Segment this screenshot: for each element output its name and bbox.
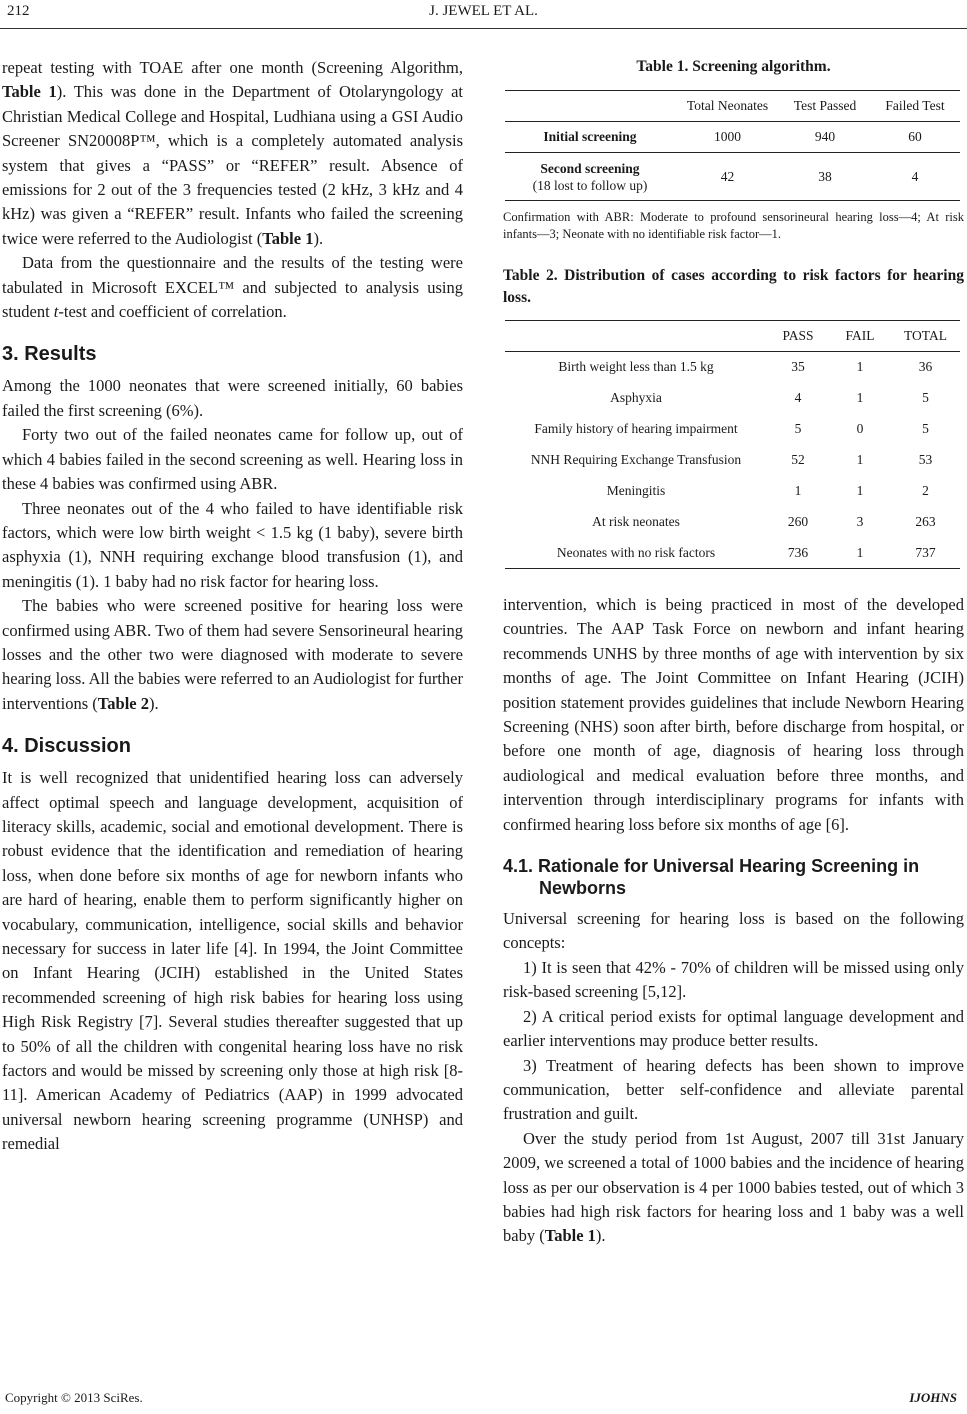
paragraph: 2) A critical period exists for optimal language development and earlier interventions may produce better results. (503, 1006, 964, 1051)
copyright: Copyright © 2013 SciRes. (5, 1390, 143, 1405)
table2-cell: 1 (856, 390, 864, 405)
paragraph: intervention, which is being practiced in most of the developed countries. The AAP Task Force on newborn and infant hearing recommends UNHS by three months of age with intervention by six months of age. The Joint Committee on Infant Hearing (JCIH) position statement provides guidelines that include Newborn Hearing Screening (NHS) soon after birth, before discharge from hospital, or before one month of age, diagnosis of hearing loss through audiological and medical evaluation before three months, and intervention through interdisciplinary programs for infants with confirmed hearing loss before six months of age [6]. (503, 595, 964, 834)
table2-row-label: Neonates with no risk factors (556, 544, 716, 560)
table-row (505, 538, 960, 569)
text: The babies who were screened positive for hearing loss were confirmed using ABR. Two of them had severe Sensorineural hearing losses and the other two were diagnosed with moderate to severe hearing loss. All the babies were referred to an Audiologist for further interventions ( (2, 596, 463, 713)
table2-cell: 1 (856, 544, 864, 560)
table1-header-blank (505, 91, 675, 122)
text: Data from the questionnaire and the results of the testing were tabulated in Microsoft EXCEL™ and subjected to analysis using student (2, 253, 463, 322)
text: ). This was done in the Department of Otolaryngology at Christian Medical College and Hospital, Ludhiana using a GSI Audio Screener SN20008P™, which is a completely automated analysis system that gives a “PASS” or “REFER” result. Absence of emissions for 2 out of the 3 frequencies tested (2 kHz, 3 kHz and 4 kHz) was given a “REFER” result. Infants who failed the screening twice were referred to the Audiologist ( (2, 82, 464, 248)
table1-row-label: Initial screening (543, 129, 637, 144)
text: repeat testing with TOAE after one month (Screening Algorithm, (2, 58, 463, 77)
table2-row-label: Asphyxia (610, 390, 662, 405)
header-rule (0, 28, 967, 29)
table2-cell: 1 (856, 483, 864, 498)
table2-cell: 53 (918, 452, 933, 467)
table2 (505, 320, 960, 569)
text: t (53, 302, 59, 322)
paragraph: Among the 1000 neonates that were screened initially, 60 babies failed the first screening (6%). (2, 376, 463, 420)
table-ref-link[interactable]: Table 1 (2, 82, 57, 102)
table1-caption: Table 1. Screening algorithm. (636, 58, 831, 75)
table2-cell: 263 (915, 514, 936, 529)
table2-row-label: At risk neonates (592, 514, 680, 529)
table2-header: PASS (782, 328, 814, 343)
journal-name: IJOHNS (909, 1390, 957, 1405)
table2-row-label: NNH Requiring Exchange Transfusion (530, 452, 742, 467)
table1-header: Failed Test (885, 98, 945, 113)
table-row (505, 414, 960, 445)
table2-header: TOTAL (904, 328, 947, 343)
text: Second screening (540, 160, 640, 176)
paragraph (2, 251, 463, 324)
text: -test and coefficient of correlation. (58, 302, 287, 322)
table2-cell: 737 (915, 544, 936, 560)
table-row (505, 507, 960, 538)
table1-cell: 42 (720, 168, 735, 184)
text: (18 lost to follow up) (532, 177, 648, 193)
table1-cell: 4 (911, 168, 919, 184)
table-row (505, 153, 960, 201)
table-ref-link[interactable]: Table 2 (97, 693, 149, 713)
table1-cell: 940 (814, 129, 836, 144)
section-heading-results: 3. Results (2, 343, 97, 366)
table2-row-label: Meningitis (606, 483, 666, 498)
section-heading-discussion: 4. Discussion (2, 735, 131, 758)
table-row (505, 383, 960, 414)
table2-cell: 1 (856, 452, 864, 467)
table2-cell: 3 (856, 514, 864, 529)
paragraph (2, 56, 463, 251)
table2-cell: 5 (794, 421, 802, 436)
table-row (505, 352, 960, 383)
paragraph: 1) It is seen that 42% - 70% of children will be missed using only risk-based screening [5,12]. (503, 957, 964, 1002)
table-row (505, 122, 960, 153)
table2-cell: 2 (922, 483, 929, 498)
table2-cell: 1 (856, 359, 864, 375)
table-row (505, 445, 960, 476)
running-head: J. JEWEL ET AL. (429, 3, 538, 19)
page-header (0, 0, 967, 30)
table1-header: Total Neonates (686, 98, 769, 113)
table2-row-label: Birth weight less than 1.5 kg (558, 359, 714, 375)
table-ref-link[interactable]: Table 1 (544, 1226, 596, 1246)
paragraph: Three neonates out of the 4 who failed to have identifiable risk factors, which were low birth weight < 1.5 kg (1 baby), severe birth asphyxia (1), NNH requiring exchange blood transfusion (1), and meningitis (1). 1 baby had no risk factor for hearing loss. (2, 498, 463, 591)
table1-row-label (505, 153, 675, 201)
table1-cell: 38 (818, 168, 832, 184)
paragraph (503, 1127, 964, 1249)
table2-cell: 1 (794, 483, 802, 498)
paragraph: Universal screening for hearing loss is based on the following concepts: (503, 909, 964, 953)
page-number: 212 (7, 3, 30, 19)
table2-header: FAIL (845, 328, 875, 343)
text: ). (148, 693, 159, 713)
table1-cell: 60 (908, 129, 922, 144)
subsection-heading: 4.1. Rationale for Universal Hearing Screening in Newborns (503, 856, 920, 899)
table2-caption: Table 2. Distribution of cases according to risk factors for hearing loss. (503, 267, 964, 306)
text: ). (313, 228, 324, 248)
table2-cell: 5 (922, 421, 929, 436)
text: ). (595, 1226, 606, 1246)
table1 (505, 90, 960, 201)
table2-cell: 0 (856, 421, 864, 436)
paragraph: It is well recognized that unidentified hearing loss can adversely affect optimal speech and language development, acquisition of literacy skills, academic, social and emotional development. There is robust evidence that the identification and remediation of hearing loss, when done before six months of age for newborn infants who are hard of hearing, enable them to perform significantly higher on vocabulary, communication, intelligence, social skills and behavior necessary for success in later life [4]. In 1994, the Joint Committee on Infant Hearing (JCIH) established in the United States recommended screening of high risk babies for hearing loss using High Risk Registry [7]. Several studies thereafter suggested that up to 50% of all the children with congenital hearing loss have no risk factors and would be missed by screening only those at high risk [8-11]. American Academy of Pediatrics (AAP) in 1999 advocated universal newborn hearing screening programme (UNHSP) and remedial (2, 768, 463, 1154)
table2-row-label: Family history of hearing impairment (534, 421, 738, 436)
table2-cell: 736 (787, 544, 809, 560)
table2-cell: 52 (791, 452, 805, 467)
table2-cell: 36 (918, 359, 933, 375)
table2-cell: 260 (787, 514, 809, 529)
table2-cell: 35 (791, 359, 805, 375)
paragraph (2, 594, 463, 716)
table2-header-blank (505, 321, 767, 352)
table2-cell: 4 (794, 390, 802, 405)
table-row (505, 476, 960, 507)
right-column (503, 593, 964, 1249)
table2-cell: 5 (922, 390, 929, 405)
table1-cell: 1000 (714, 129, 741, 144)
table1-note: Confirmation with ABR: Moderate to profound sensorineural hearing loss—4; At risk infants—3; Neonate with no identifiable risk factor—1. (503, 210, 964, 241)
paragraph: Forty two out of the failed neonates came for follow up, out of which 4 babies failed in the second screening as well. Hearing loss in these 4 babies was confirmed using ABR. (2, 425, 463, 494)
table-ref-link[interactable]: Table 1 (262, 228, 314, 248)
table1-header: Test Passed (793, 98, 857, 113)
paragraph: 3) Treatment of hearing defects has been shown to improve communication, better self-confidence and alleviate parental frustration and guilt. (503, 1055, 964, 1124)
left-column (2, 56, 463, 1157)
text: Over the study period from 1st August, 2007 till 31st January 2009, we screened a total of 1000 babies and the incidence of hearing loss as per our observation is 4 per 1000 babies tested, out of which 3 babies had high risk factors for hearing loss and 1 baby was a well baby ( (503, 1128, 964, 1246)
